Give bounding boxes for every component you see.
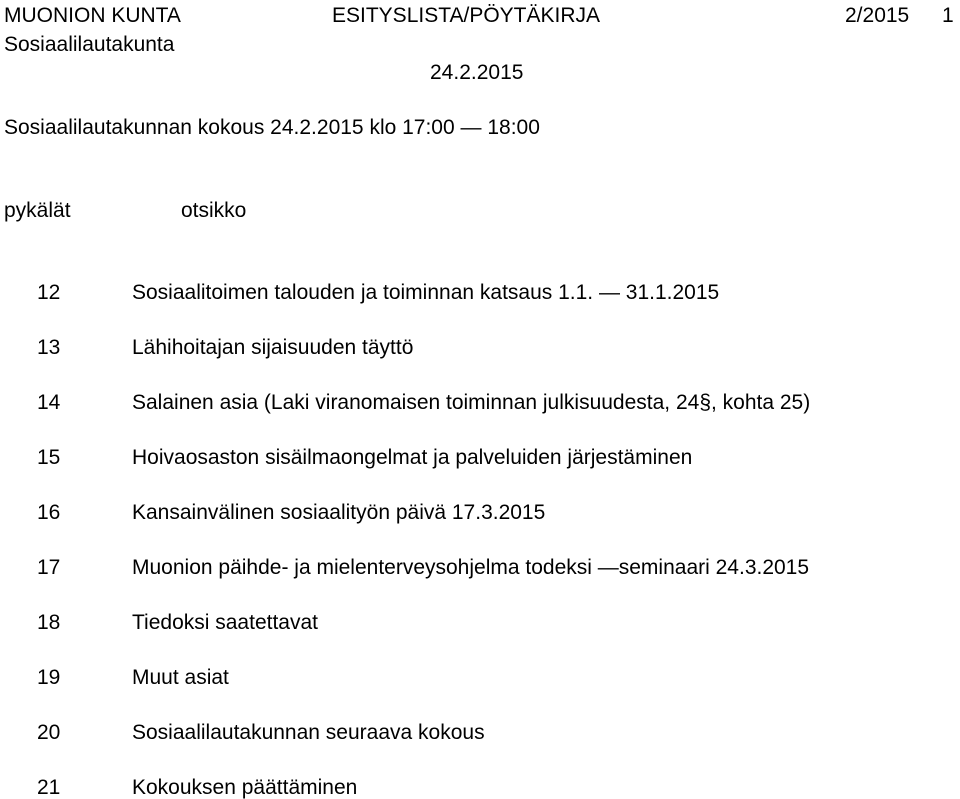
item-title: Sosiaalilautakunnan seuraava kokous [132, 721, 485, 744]
item-title: Muut asiat [132, 666, 229, 689]
item-number: 19 [37, 666, 61, 689]
header-date: 24.2.2015 [430, 61, 524, 84]
item-title: Kansainvälinen sosiaalityön päivä 17.3.2015 [132, 501, 546, 524]
item-number: 21 [37, 776, 61, 799]
column-header-title: otsikko [181, 199, 247, 222]
item-title: Lähihoitajan sijaisuuden täyttö [132, 336, 414, 359]
item-number: 20 [37, 721, 61, 744]
page-number: 1 [942, 4, 954, 27]
item-number: 15 [37, 446, 61, 469]
document-type: ESITYSLISTA/PÖYTÄKIRJA [332, 4, 601, 27]
board-name: Sosiaalilautakunta [4, 33, 175, 56]
item-number: 18 [37, 611, 61, 634]
item-title: Kokouksen päättäminen [132, 776, 358, 799]
item-title: Salainen asia (Laki viranomaisen toiminnan julkisuudesta, 24§, kohta 25) [132, 391, 811, 414]
organization-name: MUONION KUNTA [4, 4, 181, 27]
item-number: 13 [37, 336, 61, 359]
document-number: 2/2015 [845, 4, 910, 27]
item-title: Hoivaosaston sisäilmaongelmat ja palveluiden järjestäminen [132, 446, 693, 469]
item-title: Sosiaalitoimen talouden ja toiminnan katsaus 1.1. — 31.1.2015 [132, 281, 720, 304]
item-number: 14 [37, 391, 61, 414]
column-header-section: pykälät [4, 199, 71, 222]
meeting-title: Sosiaalilautakunnan kokous 24.2.2015 klo 17:00 — 18:00 [4, 116, 540, 139]
item-number: 12 [37, 281, 61, 304]
item-number: 17 [37, 556, 61, 579]
item-title: Tiedoksi saatettavat [132, 611, 318, 634]
item-title: Muonion päihde- ja mielenterveysohjelma todeksi —seminaari 24.3.2015 [132, 556, 810, 579]
item-number: 16 [37, 501, 61, 524]
